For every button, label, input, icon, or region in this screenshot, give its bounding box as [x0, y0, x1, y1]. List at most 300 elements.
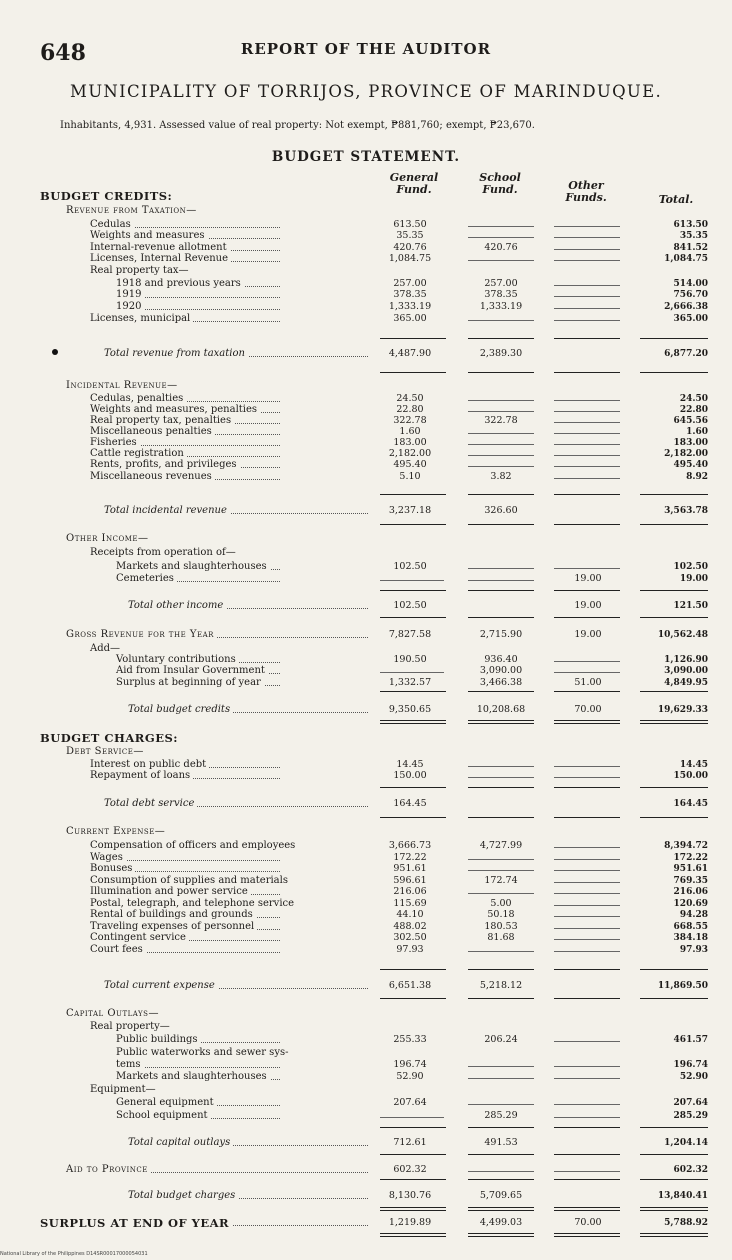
total-row: [0, 1190, 732, 1202]
table-row: [0, 313, 732, 325]
rule-line: [380, 691, 446, 692]
empty-cell-dash: [468, 859, 534, 860]
rule-line: [554, 787, 620, 788]
cell-total: 196.74: [673, 1060, 708, 1070]
cell-general: 183.00: [393, 437, 427, 448]
rule-line: [554, 998, 620, 999]
cell-general: 102.50: [393, 600, 427, 611]
row-label: Aid from Insular Government: [116, 665, 268, 677]
rule-line: [468, 1127, 534, 1128]
cell-general: 495.40: [393, 459, 427, 470]
cell-total: 5,788.92: [664, 1218, 708, 1228]
empty-cell-dash: [554, 777, 620, 778]
empty-cell-dash: [468, 320, 534, 321]
cell-general: 255.33: [393, 1034, 427, 1045]
table-row: [0, 1110, 732, 1122]
row-label: Contingent service: [90, 932, 189, 944]
empty-cell-dash: [554, 285, 620, 286]
cell-general: 365.00: [393, 313, 427, 324]
row-label: Real property—: [90, 1021, 170, 1032]
rule-line: [554, 1207, 620, 1211]
empty-cell-dash: [468, 237, 534, 238]
row-label: Court fees: [90, 944, 146, 956]
cell-total: 102.50: [673, 562, 708, 572]
cell-other: 70.00: [574, 1217, 602, 1228]
cell-school: 1,333.19: [479, 301, 523, 312]
row-label: Other Income—: [66, 533, 149, 544]
table-row: [0, 932, 732, 944]
empty-cell-dash: [554, 1066, 620, 1067]
empty-cell-dash: [554, 672, 620, 673]
cell-total: 35.35: [679, 231, 708, 241]
rule-line: [640, 1154, 708, 1155]
cell-total: 613.50: [673, 220, 708, 230]
total-row: [0, 980, 732, 992]
row-label: Markets and slaughterhouses: [116, 561, 270, 573]
cell-total: 1,126.90: [664, 655, 708, 665]
cell-total: 13,840.41: [657, 1191, 708, 1201]
rule-line: [640, 1207, 708, 1211]
cell-school: 326.60: [484, 505, 518, 516]
row-label: Add—: [90, 643, 121, 654]
rule-line: [640, 524, 708, 525]
column-header-total: Total.: [658, 193, 694, 206]
cell-general: 1,333.19: [388, 301, 432, 312]
table-row: [0, 533, 732, 545]
rule-line: [468, 998, 534, 999]
row-label: 1919: [116, 289, 144, 301]
table-row: [0, 1084, 732, 1096]
cell-general: 97.93: [396, 944, 424, 955]
cell-total: 841.52: [673, 243, 708, 253]
row-label: Rental of buildings and grounds: [90, 909, 256, 921]
cell-school: 50.18: [487, 909, 515, 920]
row-label: Interest on public debt: [90, 759, 209, 771]
cell-general: 150.00: [393, 770, 427, 781]
rule-line: [640, 617, 708, 618]
cell-school: 2,389.30: [479, 348, 523, 359]
row-label: Cattle registration: [90, 448, 187, 460]
cell-total: 120.69: [673, 899, 708, 909]
empty-cell-dash: [468, 870, 534, 871]
cell-school: 378.35: [484, 289, 518, 300]
table-row: [0, 1047, 732, 1059]
cell-school: 420.76: [484, 242, 518, 253]
rule-line: [468, 1179, 534, 1180]
cell-general: 257.00: [393, 278, 427, 289]
empty-cell-dash: [468, 580, 534, 581]
empty-cell-dash: [554, 847, 620, 848]
cell-total: 94.28: [679, 910, 708, 920]
cell-school: 322.78: [484, 415, 518, 426]
rule-line: [640, 1127, 708, 1128]
cell-school: 180.53: [484, 921, 518, 932]
cell-total: 10,562.48: [657, 630, 708, 640]
rule-line: [380, 969, 446, 970]
cell-school: 5,218.12: [479, 980, 523, 991]
total-row: [0, 505, 732, 517]
margin-bullet: [52, 349, 58, 355]
cell-general: 102.50: [393, 561, 427, 572]
rule-line: [468, 691, 534, 692]
rule-line: [468, 1233, 534, 1237]
table-row: [0, 573, 732, 585]
row-label: Weights and measures: [90, 230, 208, 242]
cell-total: 461.57: [673, 1035, 708, 1045]
running-head: REPORT OF THE AUDITOR: [240, 40, 492, 58]
rule-line: [468, 817, 534, 818]
rule-line: [554, 1179, 620, 1180]
cell-total: 365.00: [673, 314, 708, 324]
cell-total: 22.80: [679, 405, 708, 415]
empty-cell-dash: [468, 777, 534, 778]
row-label: Voluntary contributions: [116, 654, 239, 666]
cell-school: 10,208.68: [476, 704, 526, 715]
empty-cell-dash: [554, 237, 620, 238]
cell-total: 384.18: [673, 933, 708, 943]
empty-cell-dash: [554, 249, 620, 250]
cell-other: 19.00: [574, 573, 602, 584]
cell-other: 70.00: [574, 704, 602, 715]
table-row: [0, 1217, 732, 1229]
row-label: Incidental Revenue—: [66, 380, 178, 391]
cell-total: 121.50: [673, 601, 708, 611]
cell-general: 488.02: [393, 921, 427, 932]
cell-general: 216.06: [393, 886, 427, 897]
table-row: [0, 886, 732, 898]
empty-cell-dash: [468, 766, 534, 767]
rule-line: [468, 1154, 534, 1155]
cell-other: 19.00: [574, 600, 602, 611]
empty-cell-dash: [554, 766, 620, 767]
rule-line: [640, 969, 708, 970]
rule-line: [380, 617, 446, 618]
rule-line: [468, 969, 534, 970]
table-row: [0, 909, 732, 921]
cell-school: 936.40: [484, 654, 518, 665]
column-header-general: General Fund.: [389, 171, 439, 196]
cell-general: 190.50: [393, 654, 427, 665]
footer-credit: National Library of the Philippines D14SR00017000054031: [0, 1251, 148, 1257]
cell-total: 769.35: [673, 876, 708, 886]
empty-cell-dash: [554, 466, 620, 467]
empty-cell-dash: [554, 433, 620, 434]
table-row: [0, 1008, 732, 1020]
cell-school: 5,709.65: [479, 1190, 523, 1201]
cell-school: 4,499.03: [479, 1217, 523, 1228]
rule-line: [640, 817, 708, 818]
table-row: [0, 471, 732, 483]
cell-general: 1,084.75: [388, 253, 432, 264]
empty-cell-dash: [468, 466, 534, 467]
cell-total: 2,666.38: [664, 302, 708, 312]
row-label: Total debt service: [104, 798, 197, 810]
cell-total: 8,394.72: [664, 841, 708, 851]
empty-cell-dash: [554, 928, 620, 929]
rule-line: [640, 1179, 708, 1180]
rule-line: [380, 494, 446, 495]
table-row: [0, 1071, 732, 1083]
row-label: Current Expense—: [66, 826, 166, 837]
rule-line: [380, 1179, 446, 1180]
cell-total: 52.90: [679, 1072, 708, 1082]
rule-line: [380, 1127, 446, 1128]
total-row: [0, 1137, 732, 1149]
row-label: Debt Service—: [66, 746, 144, 757]
cell-school: 257.00: [484, 278, 518, 289]
empty-cell-dash: [554, 893, 620, 894]
rule-line: [380, 720, 446, 724]
cell-general: 44.10: [396, 909, 424, 920]
cell-total: 183.00: [673, 438, 708, 448]
cell-school: 3,466.38: [479, 677, 523, 688]
rule-line: [554, 969, 620, 970]
rule-line: [468, 787, 534, 788]
cell-general: 613.50: [393, 219, 427, 230]
cell-total: 645.56: [673, 416, 708, 426]
rule-line: [380, 787, 446, 788]
row-label: Total incidental revenue: [104, 505, 230, 517]
table-row: [0, 863, 732, 875]
table-row: [0, 1021, 732, 1033]
empty-cell-dash: [554, 260, 620, 261]
row-label: Licenses, municipal: [90, 313, 193, 325]
cell-general: 14.45: [396, 759, 424, 770]
table-row: [0, 1059, 732, 1071]
table-row: [0, 289, 732, 301]
cell-general: 302.50: [393, 932, 427, 943]
cell-general: 172.22: [393, 852, 427, 863]
statement-title: BUDGET STATEMENT.: [271, 149, 461, 165]
empty-cell-dash: [554, 1041, 620, 1042]
rule-line: [380, 1233, 446, 1237]
rule-line: [380, 338, 446, 339]
row-label: Surplus at beginning of year: [116, 677, 264, 689]
cell-total: 172.22: [673, 853, 708, 863]
row-label: Cedulas, penalties: [90, 393, 186, 405]
rule-line: [554, 494, 620, 495]
table-row: [0, 265, 732, 277]
table-row: [0, 459, 732, 471]
cell-general: 115.69: [393, 898, 427, 909]
row-label: Weights and measures, penalties: [90, 404, 260, 416]
cell-general: 8,130.76: [388, 1190, 432, 1201]
cell-total: 2,182.00: [664, 449, 708, 459]
row-label: Equipment—: [90, 1084, 156, 1095]
row-label: Consumption of supplies and materials: [90, 875, 291, 887]
table-row: [0, 205, 732, 217]
cell-other: 51.00: [574, 677, 602, 688]
row-label: Miscellaneous revenues: [90, 471, 215, 483]
row-label: Public waterworks and sewer sys-: [116, 1047, 289, 1058]
rule-line: [640, 372, 708, 373]
municipality-title: MUNICIPALITY OF TORRIJOS, PROVINCE OF MARINDUQUE.: [70, 82, 662, 101]
empty-cell-dash: [468, 951, 534, 952]
rule-line: [468, 372, 534, 373]
empty-cell-dash: [554, 422, 620, 423]
rule-line: [380, 1207, 446, 1211]
cell-total: 14.45: [679, 760, 708, 770]
rule-line: [380, 998, 446, 999]
total-row: [0, 704, 732, 716]
row-label: Real property tax, penalties: [90, 415, 234, 427]
cell-general: 602.32: [393, 1164, 427, 1175]
cell-total: 4,849.95: [664, 678, 708, 688]
empty-cell-dash: [554, 859, 620, 860]
cell-total: 216.06: [673, 887, 708, 897]
page-number: 648: [40, 40, 86, 66]
empty-cell-dash: [554, 568, 620, 569]
cell-total: 756.70: [673, 290, 708, 300]
cell-general: 3,237.18: [388, 505, 432, 516]
rule-line: [640, 590, 708, 591]
cell-general: 7,827.58: [388, 629, 432, 640]
rule-line: [380, 524, 446, 525]
row-label: 1920: [116, 301, 144, 313]
empty-cell-dash: [554, 444, 620, 445]
table-row: [0, 230, 732, 242]
empty-cell-dash: [554, 296, 620, 297]
cell-general: 951.61: [393, 863, 427, 874]
empty-cell-dash: [468, 400, 534, 401]
empty-cell-dash: [554, 1078, 620, 1079]
empty-cell-dash: [468, 1078, 534, 1079]
row-label: Total revenue from taxation: [104, 348, 248, 360]
table-row: [0, 561, 732, 573]
cell-total: 3,563.78: [664, 506, 708, 516]
empty-cell-dash: [554, 478, 620, 479]
rule-line: [554, 720, 620, 724]
cell-total: 1.60: [686, 427, 708, 437]
cell-school: 285.29: [484, 1110, 518, 1121]
rule-line: [468, 494, 534, 495]
rule-line: [640, 998, 708, 999]
cell-school: 3,090.00: [479, 665, 523, 676]
row-label: Bonuses: [90, 863, 135, 875]
empty-cell-dash: [554, 400, 620, 401]
row-label: Gross Revenue for the Year: [66, 629, 217, 641]
empty-cell-dash: [468, 411, 534, 412]
cell-total: 495.40: [673, 460, 708, 470]
column-header-school: School Fund.: [479, 171, 521, 196]
rule-line: [380, 590, 446, 591]
rule-line: [554, 372, 620, 373]
table-row: [0, 253, 732, 265]
table-row: [0, 944, 732, 956]
rule-line: [554, 524, 620, 525]
table-row: [0, 732, 732, 744]
cell-general: 4,487.90: [388, 348, 432, 359]
dot-leader: [120, 1067, 280, 1068]
cell-total: 1,204.14: [664, 1138, 708, 1148]
empty-cell-dash: [468, 444, 534, 445]
cell-school: 4,727.99: [479, 840, 523, 851]
row-label: Markets and slaughterhouses: [116, 1071, 270, 1083]
cell-general: 1.60: [399, 426, 421, 437]
cell-general: 52.90: [396, 1071, 424, 1082]
row-label: BUDGET CHARGES:: [40, 731, 179, 745]
row-label: Public buildings: [116, 1034, 201, 1046]
cell-total: 19.00: [679, 574, 708, 584]
cell-general: 1,219.89: [388, 1217, 432, 1228]
empty-cell-dash: [554, 226, 620, 227]
empty-cell-dash: [554, 916, 620, 917]
cell-total: 11,869.50: [657, 981, 708, 991]
empty-cell-dash: [468, 260, 534, 261]
cell-total: 668.55: [673, 922, 708, 932]
table-row: [0, 547, 732, 559]
cell-total: 97.93: [679, 945, 708, 955]
empty-cell-dash: [468, 226, 534, 227]
table-row: [0, 380, 732, 392]
empty-cell-dash: [380, 1117, 444, 1118]
rule-line: [468, 1207, 534, 1211]
cell-general: 196.74: [393, 1059, 427, 1070]
table-row: [0, 190, 732, 202]
rule-line: [554, 338, 620, 339]
rule-line: [640, 338, 708, 339]
cell-general: 2,182.00: [388, 448, 432, 459]
rule-line: [468, 617, 534, 618]
row-label: Rents, profits, and privileges: [90, 459, 240, 471]
empty-cell-dash: [468, 893, 534, 894]
table-row: [0, 629, 732, 641]
cell-general: 164.45: [393, 798, 427, 809]
cell-total: 19,629.33: [657, 705, 708, 715]
cell-other: 19.00: [574, 629, 602, 640]
cell-general: 1,332.57: [388, 677, 432, 688]
empty-cell-dash: [554, 1171, 620, 1172]
row-label: Total other income: [128, 600, 226, 612]
rule-line: [380, 1154, 446, 1155]
rule-line: [640, 691, 708, 692]
cell-general: 712.61: [393, 1137, 427, 1148]
cell-general: 24.50: [396, 393, 424, 404]
rule-line: [640, 720, 708, 724]
cell-general: 596.61: [393, 875, 427, 886]
cell-general: 35.35: [396, 230, 424, 241]
cell-total: 514.00: [673, 279, 708, 289]
cell-general: 9,350.65: [388, 704, 432, 715]
empty-cell-dash: [380, 672, 444, 673]
cell-general: 6,651.38: [388, 980, 432, 991]
table-row: [0, 301, 732, 313]
empty-cell-dash: [554, 411, 620, 412]
cell-general: 5.10: [399, 471, 421, 482]
cell-total: 164.45: [673, 799, 708, 809]
cell-school: 3.82: [490, 471, 512, 482]
empty-cell-dash: [554, 951, 620, 952]
total-row: [0, 798, 732, 810]
row-label: Wages: [90, 852, 126, 864]
row-label: SURPLUS AT END OF YEAR: [40, 1217, 232, 1229]
cell-general: 322.78: [393, 415, 427, 426]
empty-cell-dash: [554, 1104, 620, 1105]
rule-line: [554, 1127, 620, 1128]
table-row: [0, 826, 732, 838]
row-label: Total budget charges: [128, 1190, 238, 1202]
row-label: Illumination and power service: [90, 886, 251, 898]
empty-cell-dash: [554, 870, 620, 871]
empty-cell-dash: [554, 320, 620, 321]
row-label: Capital Outlays—: [66, 1008, 159, 1019]
row-label: School equipment: [116, 1110, 211, 1122]
empty-cell-dash: [554, 939, 620, 940]
cell-school: 81.68: [487, 932, 515, 943]
row-label: Compensation of officers and employees: [90, 840, 298, 852]
table-row: [0, 1034, 732, 1046]
cell-general: 378.35: [393, 289, 427, 300]
